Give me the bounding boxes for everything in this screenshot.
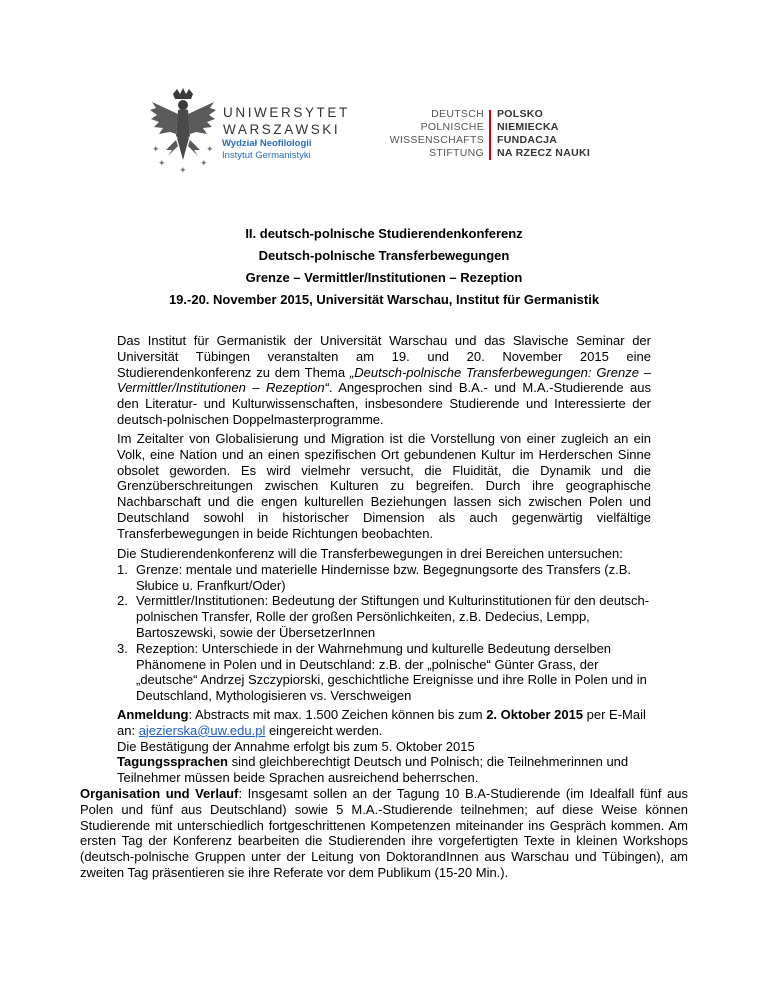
dpws-logo [382,108,632,164]
svg-text:✦: ✦ [152,144,160,154]
dpws-divider [489,110,491,160]
list-item: 3. Rezeption: Unterschiede in der Wahrnehmung und kulturelle Bedeutung derselben Phänomene in Polen und in Deutschland: z.B. der „polnische“ Günter Grass, der „deutsche“ Andrzej Szczypiorski, geschichtliche Ereignisse und ihre Rolle in Polen und in Deutschland, Mythologisieren vs. Verschweigen [117,640,647,704]
topics-list [117,546,651,704]
conference-topics: Grenze – Vermittler/Institutionen – Rezeption [245,270,523,285]
dpws-german-name: DEUTSCH POLNISCHE WISSENSCHAFTS STIFTUNG [389,108,484,159]
intro-paragraph: Das Institut für Germanistik der Universität Warschau und das Slavische Seminar der Universität Tübingen veranstalten am 19. und 20. November 2015 eine Studierendenkonferenz zu dem Thema „Deutsch-polnische Transferbewegungen: Grenze – Vermittler/Institutionen – Rezeption“. Angesprochen sind B.A.- und M.A.-Studierende aus den Literatur- und Kulturwissenschaften, insbesondere Studierende und Interessierte der deutsch-polnischen Doppelmasterprogramme. [117,333,651,427]
registration-block [117,707,657,786]
svg-text:✦: ✦ [200,158,208,168]
eagle-emblem-icon [148,88,218,174]
dpws-polish-name: POLSKO NIEMIECKA FUNDACJA NA RZECZ NAUKI [497,108,591,159]
list-item: 1. Grenze: mentale und materielle Hindernisse bzw. Begegnungsorte des Transfers (z.B. Słubice u. Franfkurt/Oder) [117,561,631,593]
registration-info: Anmeldung: Abstracts mit max. 1.500 Zeichen können bis zum 2. Oktober 2015 per E-Mail an: ajezierska@uw.edu.pl eingereicht werden. [117,707,646,738]
conference-date-place: 19.-20. November 2015, Universität Warschau, Institut für Germanistik [168,292,600,307]
list-intro: Die Studierendenkonferenz will die Transferbewegungen in drei Bereichen untersuchen: [117,546,623,561]
list-item: 2. Vermittler/Institutionen: Bedeutung der Stiftungen und Kulturinstitutionen für den deutsch-polnischen Transfer, Rolle der großen Persönlichkeiten, z.B. Dedecius, Lempp, Bartoszewski, sowie der ÜbersetzerInnen [117,593,650,640]
svg-text:✦: ✦ [158,158,166,168]
email-link[interactable]: ajezierska@uw.edu.pl [138,722,266,738]
organisation-paragraph: Organisation und Verlauf: Insgesamt sollen an der Tagung 10 B.A-Studierende (im Idealfall fünf aus Polen und fünf aus Deutschland) sowie 5 M.A.-Studierende teilnehmen; auf diese Weise können Studierende mit unterschiedlich fortgeschrittenen Kompetenzen miteinander ins Gespräch kommen. Am ersten Tag der Konferenz bearbeiten die Studierenden ihre vorgefertigten Texte in kleinen Workshops (deutsch-polnische Gruppen unter der Leitung von DoktorandInnen aus Warschau und Tübingen), am zweiten Tag präsentieren sie ihre Referate vor dem Publikum (15-20 Min.). [80,786,689,880]
conference-subtitle: Deutsch-polnische Transferbewegungen [258,248,510,263]
conference-title: II. deutsch-polnische Studierendenkonferenz [245,226,523,241]
confirmation-note: Die Bestätigung der Annahme erfolgt bis zum 5. Oktober 2015 [117,738,475,754]
languages-note: Tagungssprachen sind gleichberechtigt Deutsch und Polnisch; die Teilnehmerinnen und Teilnehmer müssen beide Sprachen ausreichend beherrschen. [117,754,629,786]
context-paragraph: Im Zeitalter von Globalisierung und Migration ist die Vorstellung von einer zugleich an ein Volk, eine Nation und an einen spezifischen Ort gebundenen Kultur im Herderschen Sinne obsolet geworden. Es wird vielmehr versucht, die Fluidität, die Dynamik und die Grenzüberschreitungen zwischen Kulturen zu begreifen. Durch ihre geographische Nachbarschaft und die engen kulturellen Beziehungen lassen sich zwischen Polen und Deutschland sowohl in historischer Dimension als auch gegenwärtig vielfältige Transferbewegungen in beide Richtungen beobachten. [117,431,651,541]
uw-name: UNIWERSYTET WARSZAWSKI [223,105,350,137]
uw-department: Wydział Neofilologii Instytut Germanistyki [222,138,312,161]
svg-text:✦: ✦ [179,165,187,174]
uw-logo [148,86,378,178]
svg-text:✦: ✦ [206,144,214,154]
